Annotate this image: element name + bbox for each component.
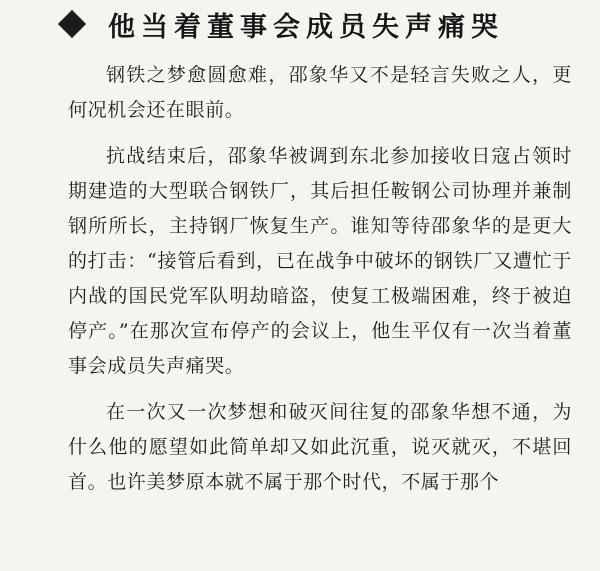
paragraph-3: 在一次又一次梦想和破灭间往复的邵象华想不通，为什么他的愿望如此简单却又如此沉重，说灭就灭，不堪回首。也许美梦原本就不属于那个时代，不属于那个 (68, 401, 572, 493)
paragraph-2: 抗战结束后，邵象华被调到东北参加接收日寇占领时期建造的大型联合钢铁厂，其后担任鞍钢公司协理并兼制钢所所长，主持钢厂恢复生产。谁知等待邵象华的是更大的打击：“接管后看到，已在战争中破坏的钢铁厂又遭忙于内战的国民党军队明劫暗盗，使复工极端困难，终于被迫停产。”在那次宣布停产的会议上，他生平仅有一次当着董事会成员失声痛哭。 (68, 145, 572, 377)
section-title: 他当着董事会成员失声痛哭 (108, 11, 504, 43)
diamond-bullet-icon (58, 10, 86, 38)
body-text (68, 58, 572, 511)
section-heading (62, 4, 504, 44)
paragraph-1: 钢铁之梦愈圆愈难，邵象华又不是轻言失败之人，更何况机会还在眼前。 (68, 64, 572, 121)
